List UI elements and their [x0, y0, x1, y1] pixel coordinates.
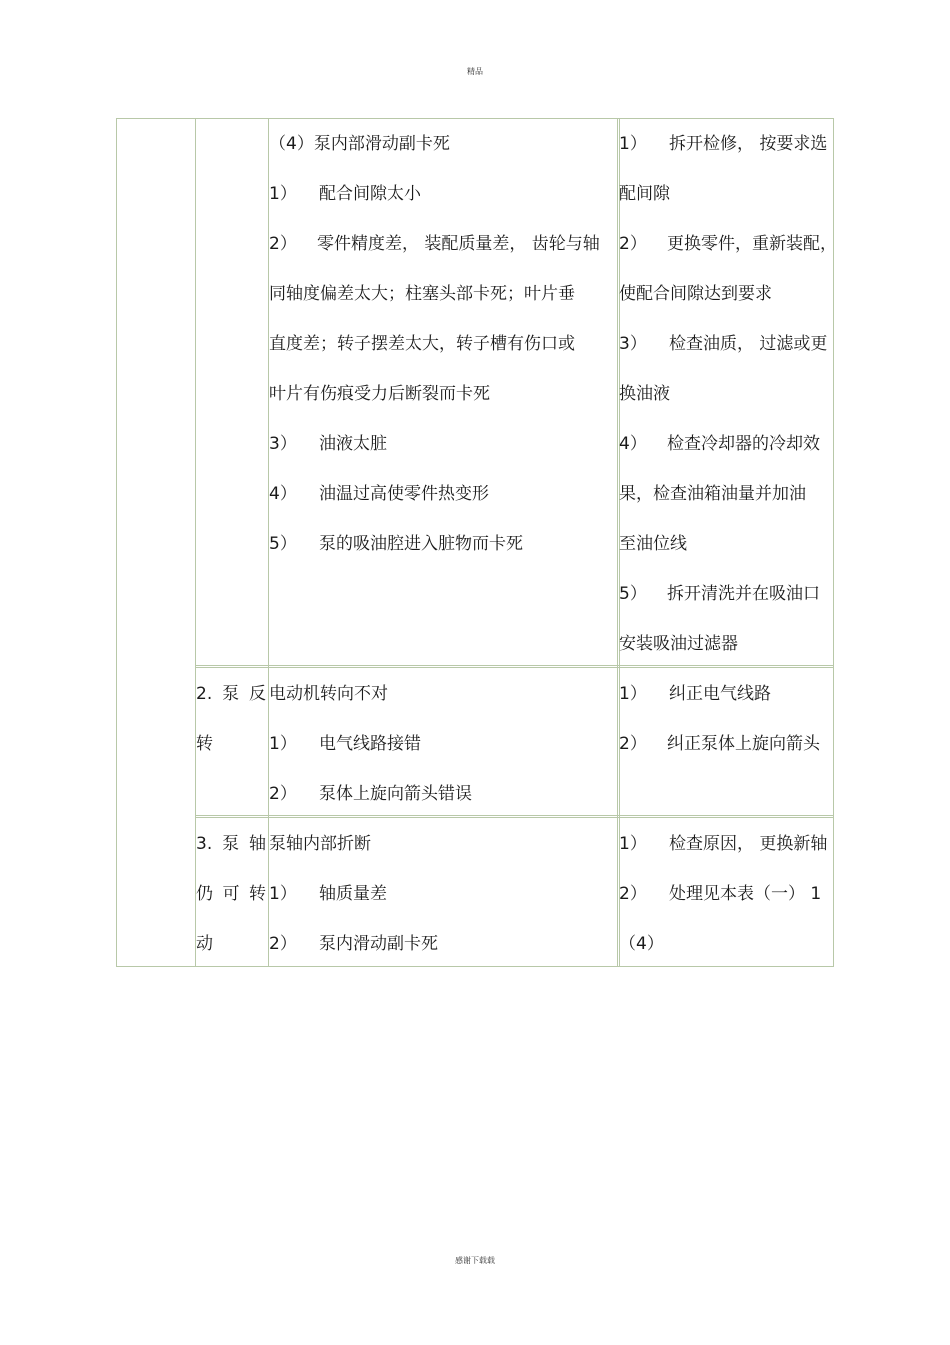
cause-line: 叶片有伤痕受力后断裂而卡死 — [269, 384, 490, 404]
cause-title: 泵轴内部折断 — [269, 834, 371, 854]
cause-line: 同轴度偏差太大；柱塞头部卡死；叶片垂 — [269, 284, 575, 304]
remedy-line: 使配合间隙达到要求 — [619, 284, 772, 304]
remedy-line: 1） 拆开检修， 按要求选 — [619, 134, 828, 154]
remedy-line: 配间隙 — [619, 184, 670, 204]
cause-line: 2） 泵内滑动副卡死 — [269, 934, 438, 954]
cause-line: 1） 轴质量差 — [269, 884, 387, 904]
page-footer: 感谢下载载 — [455, 1256, 495, 1265]
symptom-cell — [196, 819, 268, 969]
symptom-line: 仍 可 转 — [196, 884, 266, 904]
cause-cell — [269, 119, 617, 569]
cause-title: 电动机转向不对 — [269, 684, 388, 704]
remedy-line: 3） 检查油质， 过滤或更 — [619, 334, 828, 354]
remedy-cell — [619, 669, 833, 769]
cause-cell — [269, 819, 617, 969]
remedy-line: 安装吸油过滤器 — [619, 634, 738, 654]
symptom-line: 转 — [196, 734, 213, 754]
symptom-line: 动 — [196, 934, 213, 954]
remedy-line: 5） 拆开清洗并在吸油口 — [619, 584, 820, 604]
cause-cell — [269, 669, 617, 819]
cause-line: 4） 油温过高使零件热变形 — [269, 484, 489, 504]
remedy-line: （4） — [619, 934, 664, 954]
cause-title: （4）泵内部滑动副卡死 — [269, 134, 450, 154]
symptom-line: 3. 泵 轴 — [196, 834, 266, 854]
symptom-line: 2. 泵 反 — [196, 684, 266, 704]
remedy-line: 换油液 — [619, 384, 670, 404]
symptom-cell — [196, 669, 268, 769]
remedy-cell — [619, 819, 833, 969]
remedy-line: 1） 检查原因， 更换新轴 — [619, 834, 828, 854]
cause-line: 1） 配合间隙太小 — [269, 184, 421, 204]
troubleshooting-table — [116, 118, 837, 967]
remedy-line: 至油位线 — [619, 534, 687, 554]
cause-line: 3） 油液太脏 — [269, 434, 387, 454]
column-divider — [617, 119, 618, 966]
remedy-line: 2） 纠正泵体上旋向箭头 — [619, 734, 820, 754]
remedy-line: 果，检查油箱油量并加油 — [619, 484, 806, 504]
remedy-cell — [619, 119, 837, 669]
remedy-line: 2） 更换零件，重新装配， — [619, 234, 837, 254]
cause-line: 2） 零件精度差， 装配质量差， 齿轮与轴 — [269, 234, 600, 254]
page-header: 精品 — [467, 67, 483, 76]
remedy-line: 4） 检查冷却器的冷却效 — [619, 434, 820, 454]
remedy-line: 2） 处理见本表（一） 1 — [619, 884, 822, 904]
cause-line: 1） 电气线路接错 — [269, 734, 421, 754]
cause-line: 直度差；转子摆差太大，转子槽有伤口或 — [269, 334, 575, 354]
remedy-line: 1） 纠正电气线路 — [619, 684, 771, 704]
cause-line: 2） 泵体上旋向箭头错误 — [269, 784, 472, 804]
cause-line: 5） 泵的吸油腔进入脏物而卡死 — [269, 534, 523, 554]
